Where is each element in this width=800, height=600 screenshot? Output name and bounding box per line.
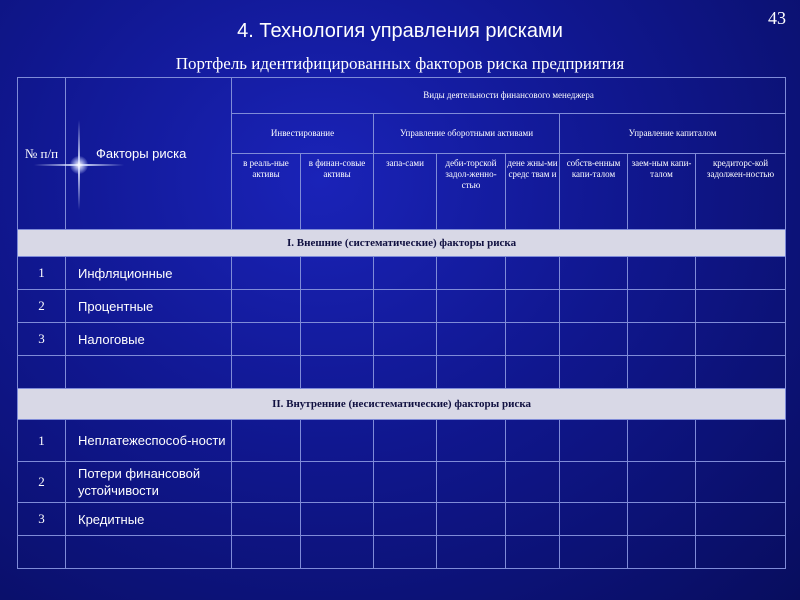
section-external-title: I. Внешние (систематические) факторы риска xyxy=(18,230,786,257)
row-number xyxy=(18,536,66,569)
table-row xyxy=(18,356,786,389)
table-row xyxy=(18,290,786,323)
row-factor: Кредитные xyxy=(66,503,232,536)
row-factor xyxy=(66,356,232,389)
header-sub: собств-енным капи-талом xyxy=(560,154,628,230)
slide-subtitle: Портфель идентифицированных факторов риска предприятия xyxy=(175,54,625,73)
row-number: 3 xyxy=(18,323,66,356)
row-number: 2 xyxy=(18,462,66,503)
header-sub: дене жны-ми средс твам и xyxy=(506,154,560,230)
risk-factors-table xyxy=(17,77,786,569)
row-factor: Потери финансовой устойчивости xyxy=(66,462,232,503)
header-num: № п/п xyxy=(18,78,66,230)
row-factor xyxy=(66,536,232,569)
table-row xyxy=(18,462,786,503)
header-group-working-capital: Управление оборотными активами xyxy=(374,114,560,154)
row-number: 2 xyxy=(18,290,66,323)
row-factor: Инфляционные xyxy=(66,257,232,290)
row-number: 1 xyxy=(18,420,66,462)
header-activities: Виды деятельности финансового менеджера xyxy=(232,78,786,114)
row-number: 1 xyxy=(18,257,66,290)
table-row xyxy=(18,503,786,536)
row-factor: Процентные xyxy=(66,290,232,323)
header-group-investing: Инвестирование xyxy=(232,114,374,154)
table-row xyxy=(18,323,786,356)
section-internal-title: II. Внутренние (несистематические) факторы риска xyxy=(18,389,786,420)
header-group-capital: Управление капиталом xyxy=(560,114,786,154)
row-factor: Налоговые xyxy=(66,323,232,356)
header-factors: Факторы риска xyxy=(66,78,232,230)
header-sub: кредиторс-кой задолжен-ностью xyxy=(696,154,786,230)
header-sub: заем-ным капи-талом xyxy=(628,154,696,230)
row-factor: Неплатежеспособ-ности xyxy=(66,420,232,462)
header-sub: в реаль-ные активы xyxy=(232,154,301,230)
table-row xyxy=(18,257,786,290)
header-sub: запа-сами xyxy=(374,154,437,230)
header-sub: деби-торской задол-женно-стью xyxy=(437,154,506,230)
header-sub: в финан-совые активы xyxy=(301,154,374,230)
slide-number: 43 xyxy=(768,8,786,28)
row-number: 3 xyxy=(18,503,66,536)
table-row xyxy=(18,420,786,462)
row-number xyxy=(18,356,66,389)
table-row xyxy=(18,536,786,569)
slide-title: 4. Технология управления рисками xyxy=(237,20,563,42)
